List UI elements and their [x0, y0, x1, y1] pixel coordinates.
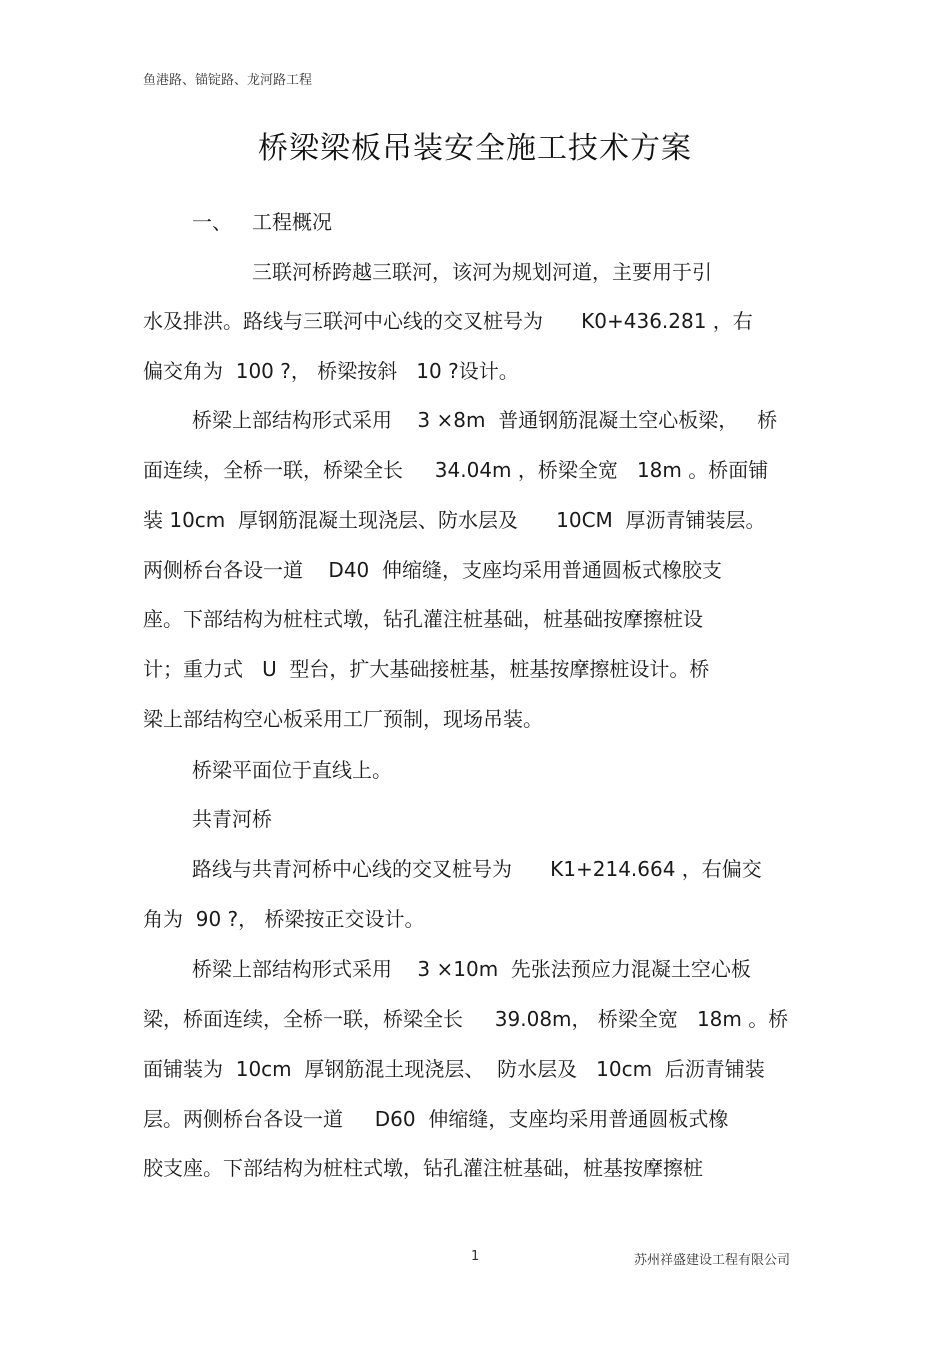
section-heading: 工程概况: [252, 210, 332, 234]
section-number: 一、: [192, 210, 232, 234]
paragraph-line: 梁，桥面连续，全桥一联，桥梁全长 39.08m， 桥梁全宽 18m 。桥: [143, 1007, 789, 1031]
paragraph-line: 桥梁平面位于直线上。: [192, 758, 392, 782]
paragraph-line: 座。下部结构为桩柱式墩，钻孔灌注桩基础，桩基础按摩擦桩设: [143, 607, 703, 631]
paragraph-line: 两侧桥台各设一道 D40 伸缩缝，支座均采用普通圆板式橡胶支: [143, 558, 722, 582]
paragraph-line: 计；重力式 U 型台，扩大基础接桩基，桩基按摩擦桩设计。桥: [143, 657, 710, 681]
paragraph-line: 桥梁上部结构形式采用 3 ×10m 先张法预应力混凝土空心板: [192, 957, 751, 981]
page-title: 桥梁梁板吊装安全施工技术方案: [258, 131, 692, 166]
paragraph-line: 路线与共青河桥中心线的交叉桩号为 K1+214.664 ，右偏交: [192, 857, 762, 881]
subheading-bridge-name: 共青河桥: [192, 807, 272, 831]
paragraph-line: 角为 90 ?， 桥梁按正交设计。: [143, 907, 425, 931]
header-project-name: 鱼港路、锚锭路、龙河路工程: [143, 73, 313, 88]
paragraph-line: 桥梁上部结构形式采用 3 ×8m 普通钢筋混凝土空心板梁， 桥: [192, 408, 778, 432]
paragraph-line: 装 10cm 厚钢筋混凝土现浇层、防水层及 10CM 厚沥青铺装层。: [143, 508, 766, 532]
footer-company-name: 苏州祥盛建设工程有限公司: [634, 1253, 791, 1268]
paragraph-line: 三联河桥跨越三联河，该河为规划河道，主要用于引: [252, 260, 712, 284]
paragraph-line: 偏交角为 100 ?， 桥梁按斜 10 ?设计。: [143, 359, 519, 383]
paragraph-line: 胶支座。下部结构为桩柱式墩，钻孔灌注桩基础，桩基按摩擦桩: [143, 1156, 703, 1180]
paragraph-line: 面铺装为 10cm 厚钢筋混土现浇层、 防水层及 10cm 后沥青铺装: [143, 1057, 765, 1081]
paragraph-line: 水及排洪。路线与三联河中心线的交叉桩号为 K0+436.281 ，右: [143, 309, 753, 333]
paragraph-line: 面连续，全桥一联，桥梁全长 34.04m ，桥梁全宽 18m 。桥面铺: [143, 458, 769, 482]
paragraph-line: 层。两侧桥台各设一道 D60 伸缩缝，支座均采用普通圆板式橡: [143, 1107, 729, 1131]
page-number: 1: [471, 1249, 480, 1264]
paragraph-line: 梁上部结构空心板采用工厂预制，现场吊装。: [143, 707, 543, 731]
